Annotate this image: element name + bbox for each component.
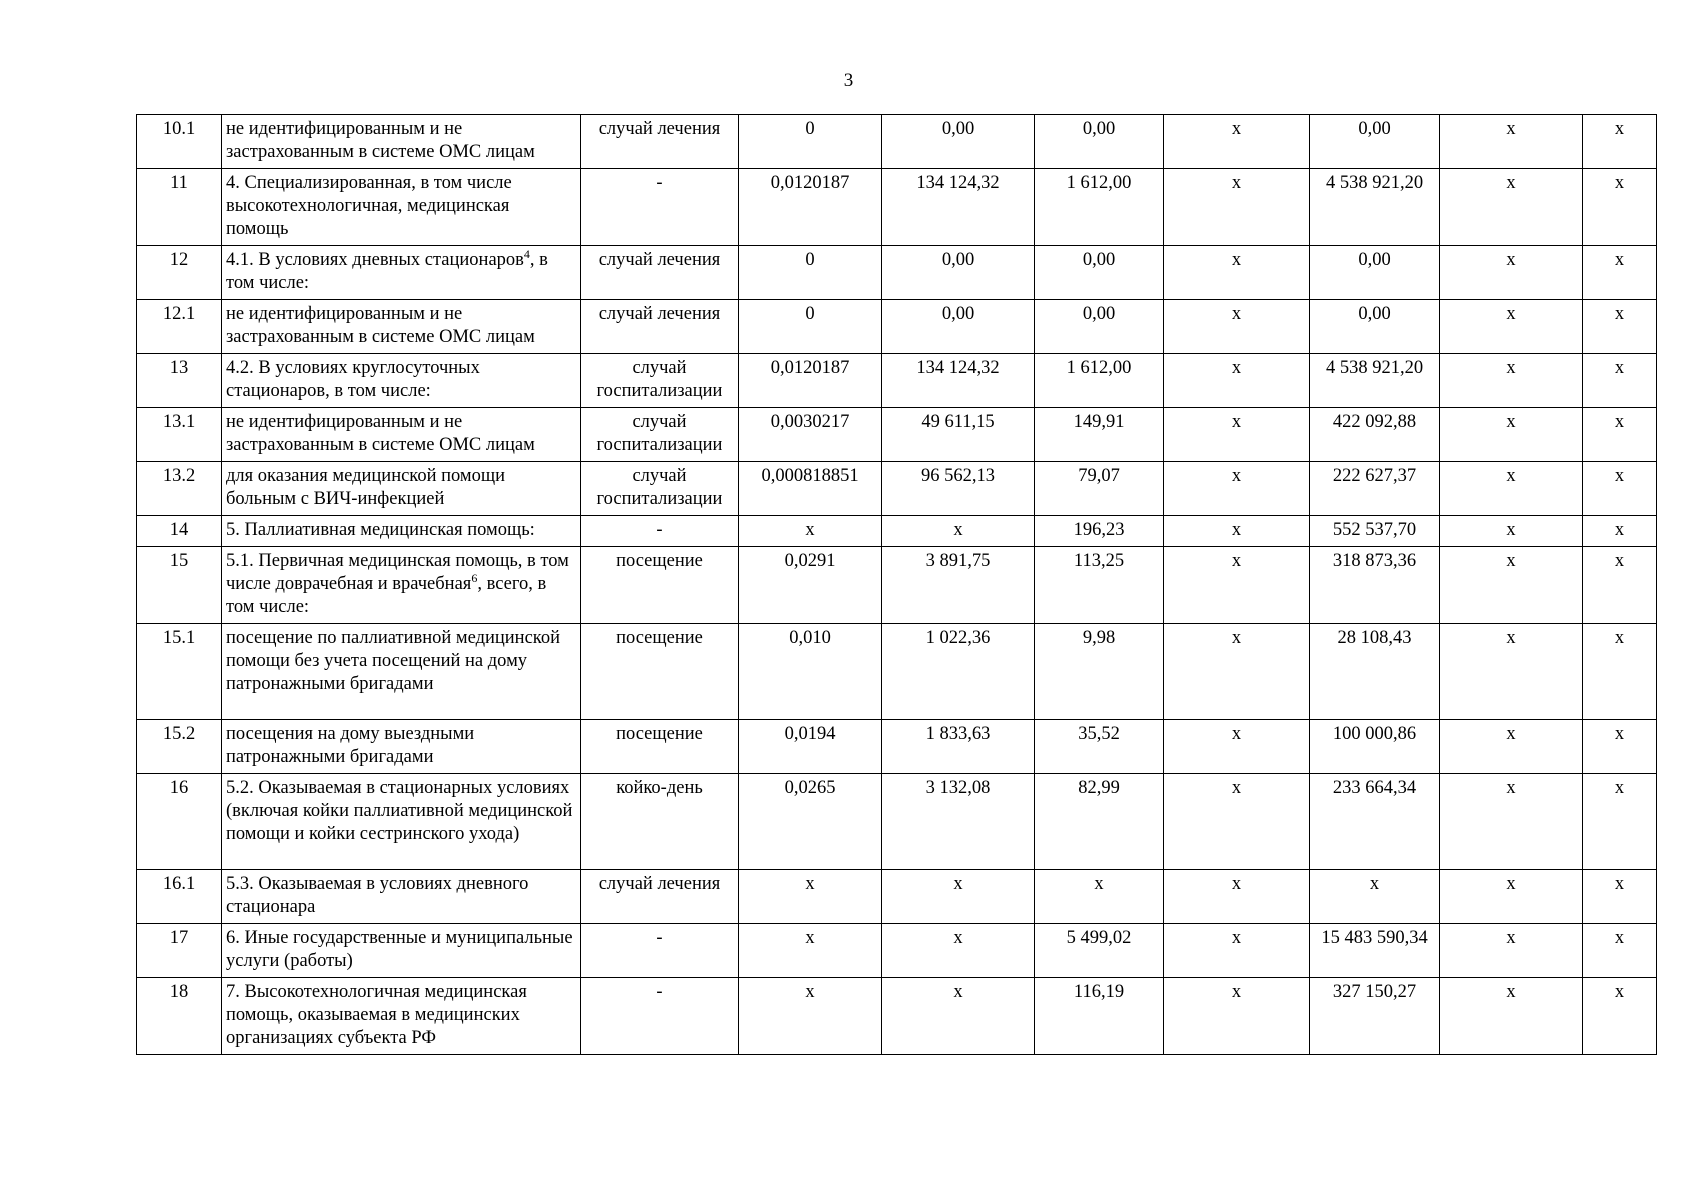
unit-cell: случай госпитализации: [581, 354, 739, 408]
footnote-marker: 4: [523, 246, 530, 261]
value-cell: 0,0194: [739, 720, 882, 774]
value-cell: х: [1583, 169, 1657, 246]
value-cell: х: [1583, 870, 1657, 924]
table-row: [137, 774, 1657, 870]
value-cell: х: [1440, 516, 1583, 547]
value-cell: 0,00: [1310, 300, 1440, 354]
indicator-name-text: 6. Иные государственные и муниципальные услуги (работы): [226, 928, 573, 971]
value-cell: х: [1440, 774, 1583, 870]
value-cell: 233 664,34: [1310, 774, 1440, 870]
table-row: [137, 462, 1657, 516]
indicator-name-text: 7. Высокотехнологичная медицинская помощь, оказываемая в медицинских организациях субъекта РФ: [226, 982, 527, 1048]
value-cell: 49 611,15: [882, 408, 1035, 462]
value-cell: 422 092,88: [1310, 408, 1440, 462]
value-cell: х: [1440, 354, 1583, 408]
table-row: [137, 300, 1657, 354]
indicator-name-text: 4.2. В условиях круглосуточных стационаров, в том числе:: [226, 358, 480, 401]
value-cell: 5 499,02: [1035, 924, 1164, 978]
table-row: [137, 870, 1657, 924]
value-cell: х: [1583, 720, 1657, 774]
table-row: [137, 720, 1657, 774]
value-cell: 0,00: [1035, 300, 1164, 354]
value-cell: 149,91: [1035, 408, 1164, 462]
value-cell: х: [882, 978, 1035, 1055]
value-cell: х: [1440, 246, 1583, 300]
indicator-name-cell: [222, 246, 581, 300]
value-cell: х: [1164, 115, 1310, 169]
value-cell: 0,00: [882, 246, 1035, 300]
value-cell: 0,0120187: [739, 169, 882, 246]
unit-cell: посещение: [581, 547, 739, 624]
indicator-name-text: не идентифицированным и не застрахованным в системе ОМС лицам: [226, 412, 535, 455]
indicator-name-cell: [222, 870, 581, 924]
indicator-name-text: для оказания медицинской помощи больным с ВИЧ-инфекцией: [226, 466, 506, 509]
value-cell: х: [882, 870, 1035, 924]
value-cell: 79,07: [1035, 462, 1164, 516]
value-cell: х: [1164, 924, 1310, 978]
unit-cell: -: [581, 169, 739, 246]
indicator-name-cell: [222, 115, 581, 169]
indicator-name-text: 4. Специализированная, в том числе высокотехнологичная, медицинская помощь: [226, 173, 512, 239]
value-cell: 1 833,63: [882, 720, 1035, 774]
value-cell: х: [1164, 870, 1310, 924]
value-cell: 134 124,32: [882, 169, 1035, 246]
value-cell: х: [1164, 774, 1310, 870]
value-cell: х: [1583, 115, 1657, 169]
unit-cell: посещение: [581, 624, 739, 720]
table-body: [137, 115, 1657, 1055]
unit-cell: случай госпитализации: [581, 408, 739, 462]
unit-cell: посещение: [581, 720, 739, 774]
value-cell: х: [1164, 624, 1310, 720]
value-cell: х: [1440, 462, 1583, 516]
value-cell: х: [1035, 870, 1164, 924]
unit-cell: случай лечения: [581, 115, 739, 169]
value-cell: 1 612,00: [1035, 169, 1164, 246]
data-table: [136, 114, 1657, 1055]
value-cell: 28 108,43: [1310, 624, 1440, 720]
row-number-cell: 18: [137, 978, 222, 1055]
row-number-cell: 15.1: [137, 624, 222, 720]
row-number-cell: 15.2: [137, 720, 222, 774]
indicator-name-text: посещения на дому выездными патронажными бригадами: [226, 724, 475, 767]
indicator-name-text: не идентифицированным и не застрахованным в системе ОМС лицам: [226, 119, 535, 162]
value-cell: х: [1164, 354, 1310, 408]
value-cell: х: [1583, 354, 1657, 408]
value-cell: 327 150,27: [1310, 978, 1440, 1055]
indicator-name-text: 5.3. Оказываемая в условиях дневного стационара: [226, 874, 529, 917]
value-cell: х: [1164, 408, 1310, 462]
value-cell: х: [1583, 978, 1657, 1055]
value-cell: х: [1440, 924, 1583, 978]
table-row: [137, 978, 1657, 1055]
indicator-name-text: 5. Паллиативная медицинская помощь:: [226, 520, 535, 540]
unit-cell: -: [581, 924, 739, 978]
value-cell: х: [1164, 720, 1310, 774]
value-cell: 9,98: [1035, 624, 1164, 720]
value-cell: 82,99: [1035, 774, 1164, 870]
value-cell: х: [1164, 300, 1310, 354]
table-row: [137, 408, 1657, 462]
value-cell: 0,00: [882, 300, 1035, 354]
row-number-cell: 14: [137, 516, 222, 547]
value-cell: х: [1164, 516, 1310, 547]
value-cell: 0: [739, 300, 882, 354]
value-cell: х: [1440, 624, 1583, 720]
indicator-name-cell: [222, 300, 581, 354]
value-cell: 196,23: [1035, 516, 1164, 547]
value-cell: 15 483 590,34: [1310, 924, 1440, 978]
value-cell: х: [1583, 408, 1657, 462]
row-number-cell: 17: [137, 924, 222, 978]
page-number: 3: [843, 70, 854, 91]
indicator-name-cell: [222, 774, 581, 870]
indicator-name-cell: [222, 169, 581, 246]
value-cell: х: [1440, 547, 1583, 624]
indicator-name-text: 5.1. Первичная медицинская помощь, в том числе доврачебная и врачебная: [226, 551, 569, 594]
value-cell: х: [1310, 870, 1440, 924]
value-cell: х: [1583, 516, 1657, 547]
value-cell: х: [1164, 246, 1310, 300]
unit-cell: -: [581, 516, 739, 547]
value-cell: х: [1440, 720, 1583, 774]
value-cell: 0,00: [1035, 246, 1164, 300]
value-cell: 0,0120187: [739, 354, 882, 408]
value-cell: 0,00: [1310, 115, 1440, 169]
table-row: [137, 169, 1657, 246]
value-cell: 1 612,00: [1035, 354, 1164, 408]
value-cell: 0: [739, 246, 882, 300]
row-number-cell: 11: [137, 169, 222, 246]
unit-cell: случай госпитализации: [581, 462, 739, 516]
value-cell: 0,0030217: [739, 408, 882, 462]
value-cell: х: [1583, 774, 1657, 870]
unit-cell: случай лечения: [581, 246, 739, 300]
indicator-name-cell: [222, 720, 581, 774]
table-row: [137, 624, 1657, 720]
row-number-cell: 12: [137, 246, 222, 300]
value-cell: 0,00: [1035, 115, 1164, 169]
value-cell: 1 022,36: [882, 624, 1035, 720]
value-cell: 318 873,36: [1310, 547, 1440, 624]
value-cell: х: [1583, 924, 1657, 978]
footnote-marker: 6: [471, 570, 478, 585]
value-cell: 0: [739, 115, 882, 169]
indicator-name-cell: [222, 978, 581, 1055]
value-cell: 100 000,86: [1310, 720, 1440, 774]
indicator-name-text: 5.2. Оказываемая в стационарных условиях (включая койки паллиативной медицинской помощи и койки сестринского ухода): [226, 778, 573, 844]
unit-cell: -: [581, 978, 739, 1055]
value-cell: 0,00: [882, 115, 1035, 169]
value-cell: х: [1440, 408, 1583, 462]
indicator-name-text: не идентифицированным и не застрахованным в системе ОМС лицам: [226, 304, 535, 347]
indicator-name-cell: [222, 624, 581, 720]
value-cell: х: [1583, 300, 1657, 354]
value-cell: 3 132,08: [882, 774, 1035, 870]
value-cell: 134 124,32: [882, 354, 1035, 408]
indicator-name-cell: [222, 516, 581, 547]
table-row: [137, 246, 1657, 300]
row-number-cell: 16: [137, 774, 222, 870]
row-number-cell: 15: [137, 547, 222, 624]
value-cell: х: [1164, 169, 1310, 246]
row-number-cell: 13: [137, 354, 222, 408]
value-cell: х: [1583, 246, 1657, 300]
indicator-name-cell: [222, 924, 581, 978]
value-cell: х: [1440, 978, 1583, 1055]
unit-cell: койко-день: [581, 774, 739, 870]
value-cell: х: [1583, 624, 1657, 720]
value-cell: х: [739, 870, 882, 924]
value-cell: 35,52: [1035, 720, 1164, 774]
value-cell: 0,000818851: [739, 462, 882, 516]
table-row: [137, 924, 1657, 978]
value-cell: 3 891,75: [882, 547, 1035, 624]
unit-cell: случай лечения: [581, 300, 739, 354]
value-cell: х: [1440, 115, 1583, 169]
value-cell: х: [882, 924, 1035, 978]
row-number-cell: 10.1: [137, 115, 222, 169]
indicator-name-cell: [222, 462, 581, 516]
table-row: [137, 516, 1657, 547]
value-cell: х: [739, 978, 882, 1055]
value-cell: х: [1164, 978, 1310, 1055]
value-cell: 4 538 921,20: [1310, 169, 1440, 246]
table-row: [137, 547, 1657, 624]
value-cell: х: [1164, 462, 1310, 516]
value-cell: 0,0291: [739, 547, 882, 624]
value-cell: х: [739, 924, 882, 978]
value-cell: 113,25: [1035, 547, 1164, 624]
table-row: [137, 115, 1657, 169]
value-cell: 0,010: [739, 624, 882, 720]
unit-cell: случай лечения: [581, 870, 739, 924]
value-cell: х: [1440, 870, 1583, 924]
indicator-name-cell: [222, 547, 581, 624]
row-number-cell: 12.1: [137, 300, 222, 354]
value-cell: х: [1440, 169, 1583, 246]
indicator-name-text: посещение по паллиативной медицинской помощи без учета посещений на дому патронажными бригадами: [226, 628, 560, 694]
value-cell: 222 627,37: [1310, 462, 1440, 516]
value-cell: х: [882, 516, 1035, 547]
value-cell: 96 562,13: [882, 462, 1035, 516]
value-cell: 552 537,70: [1310, 516, 1440, 547]
value-cell: х: [739, 516, 882, 547]
value-cell: х: [1583, 547, 1657, 624]
indicator-name-cell: [222, 354, 581, 408]
row-number-cell: 13.2: [137, 462, 222, 516]
table-row: [137, 354, 1657, 408]
row-number-cell: 13.1: [137, 408, 222, 462]
value-cell: 4 538 921,20: [1310, 354, 1440, 408]
value-cell: 116,19: [1035, 978, 1164, 1055]
value-cell: х: [1440, 300, 1583, 354]
value-cell: х: [1164, 547, 1310, 624]
indicator-name-text: 4.1. В условиях дневных стационаров: [226, 250, 524, 270]
indicator-name-continuation: , всего, в том числе:: [226, 574, 547, 617]
row-number-cell: 16.1: [137, 870, 222, 924]
value-cell: х: [1583, 462, 1657, 516]
value-cell: 0,0265: [739, 774, 882, 870]
value-cell: 0,00: [1310, 246, 1440, 300]
indicator-name-cell: [222, 408, 581, 462]
indicator-name-continuation: , в том числе:: [226, 250, 548, 293]
